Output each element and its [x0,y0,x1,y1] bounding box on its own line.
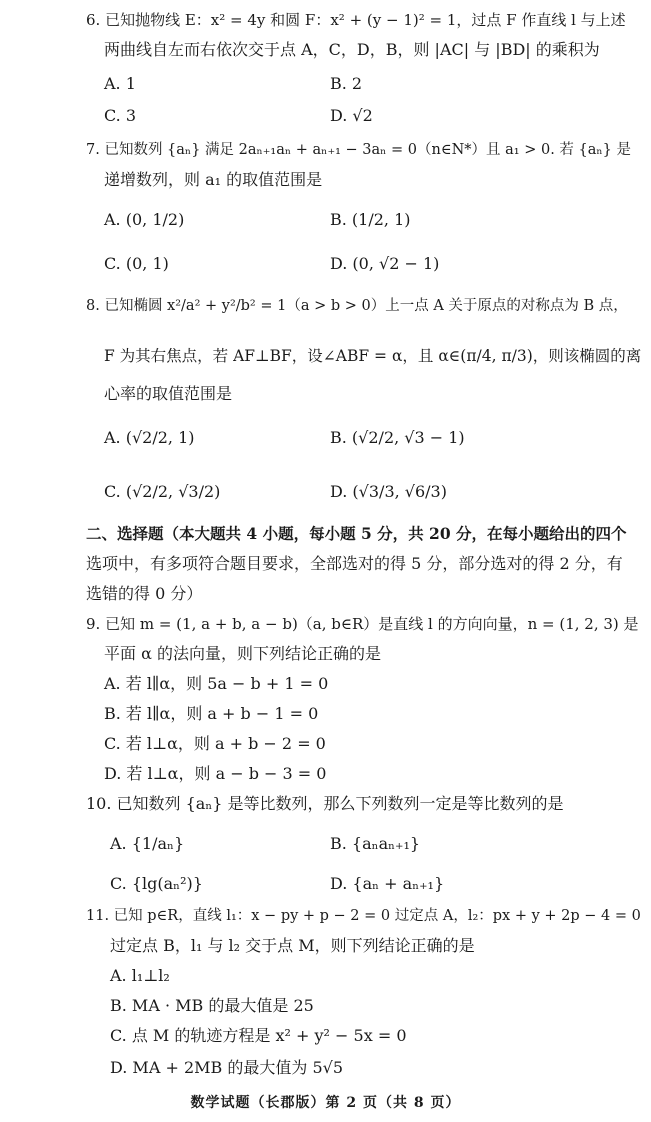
q10-stem: 10. 已知数列 {aₙ} 是等比数列，那么下列数列一定是等比数列的是 [86,794,564,813]
q11-option-d: D. MA + 2MB 的最大值为 5√5 [110,1058,343,1077]
q6-option-d: D. √2 [330,106,373,125]
q9-stem-line1: 9. 已知 m = (1, a + b, a − b)（a, b∈R）是直线 l 的方向向量，n = (1, 2, 3) 是 [86,615,639,633]
q11-option-b: B. MA · MB 的最大值是 25 [110,996,314,1015]
page-footer: 数学试题（长郡版）第 2 页（共 8 页） [190,1095,461,1111]
q7-stem-line1: 7. 已知数列 {aₙ} 满足 2aₙ₊₁aₙ + aₙ₊₁ − 3aₙ = 0（n∈N*）且 a₁ > 0. 若 {aₙ} 是 [86,142,631,158]
q8-option-a: A. (√2/2, 1) [104,428,195,447]
q8-stem-line2: F 为其右焦点，若 AF⊥BF，设∠ABF = α，且 α∈(π/4, π/3)，则该椭圆的离 [104,347,642,365]
q8-option-b: B. (√2/2, √3 − 1) [330,428,465,447]
q6-option-b: B. 2 [330,74,363,93]
q8-option-d: D. (√3/3, √6/3) [330,482,447,501]
q9-option-b: B. 若 l∥α，则 a + b − 1 = 0 [104,704,319,723]
section2-heading-line3: 选错的得 0 分） [86,584,203,603]
q7-option-b: B. (1/2, 1) [330,210,411,229]
q8-stem-line3: 心率的取值范围是 [104,384,233,403]
q8-option-c: C. (√2/2, √3/2) [104,482,221,501]
q7-option-d: D. (0, √2 − 1) [330,254,440,273]
q9-option-c: C. 若 l⊥α，则 a + b − 2 = 0 [104,734,326,753]
q6-stem-line1: 6. 已知抛物线 E：x² = 4y 和圆 F：x² + (y − 1)² = 1，过点 F 作直线 l 与上述 [86,11,626,29]
section2-heading-line2: 选项中，有多项符合题目要求，全部选对的得 5 分，部分选对的得 2 分，有 [86,554,623,573]
q10-option-d: D. {aₙ + aₙ₊₁} [330,874,445,893]
q10-option-c: C. {lg(aₙ²)} [110,874,203,893]
q11-stem-line1: 11. 已知 p∈R，直线 l₁：x − py + p − 2 = 0 过定点 A，l₂：px + y + 2p − 4 = 0 [86,908,641,924]
q9-option-a: A. 若 l∥α，则 5a − b + 1 = 0 [104,674,329,693]
q6-option-c: C. 3 [104,106,137,125]
section2-heading-line1: 二、选择题（本大题共 4 小题，每小题 5 分，共 20 分，在每小题给出的四个 [86,524,627,543]
q7-stem-line2: 递增数列，则 a₁ 的取值范围是 [104,170,323,189]
q8-stem-line1: 8. 已知椭圆 x²/a² + y²/b² = 1（a > b > 0）上一点 A 关于原点的对称点为 B 点， [86,298,628,314]
q11-option-a: A. l₁⊥l₂ [110,966,170,985]
q9-stem-line2: 平面 α 的法向量，则下列结论正确的是 [104,644,381,663]
q11-stem-line2: 过定点 B，l₁ 与 l₂ 交于点 M，则下列结论正确的是 [110,936,475,955]
q10-option-b: B. {aₙaₙ₊₁} [330,834,421,853]
q7-option-c: C. (0, 1) [104,254,169,273]
q7-option-a: A. (0, 1/2) [104,210,185,229]
q6-option-a: A. 1 [104,74,136,93]
q10-option-a: A. {1/aₙ} [110,834,185,853]
q9-option-d: D. 若 l⊥α，则 a − b − 3 = 0 [104,764,327,783]
q11-option-c: C. 点 M 的轨迹方程是 x² + y² − 5x = 0 [110,1026,407,1045]
q6-stem-line2: 两曲线自左而右依次交于点 A，C，D，B，则 |AC| 与 |BD| 的乘积为 [104,40,600,59]
